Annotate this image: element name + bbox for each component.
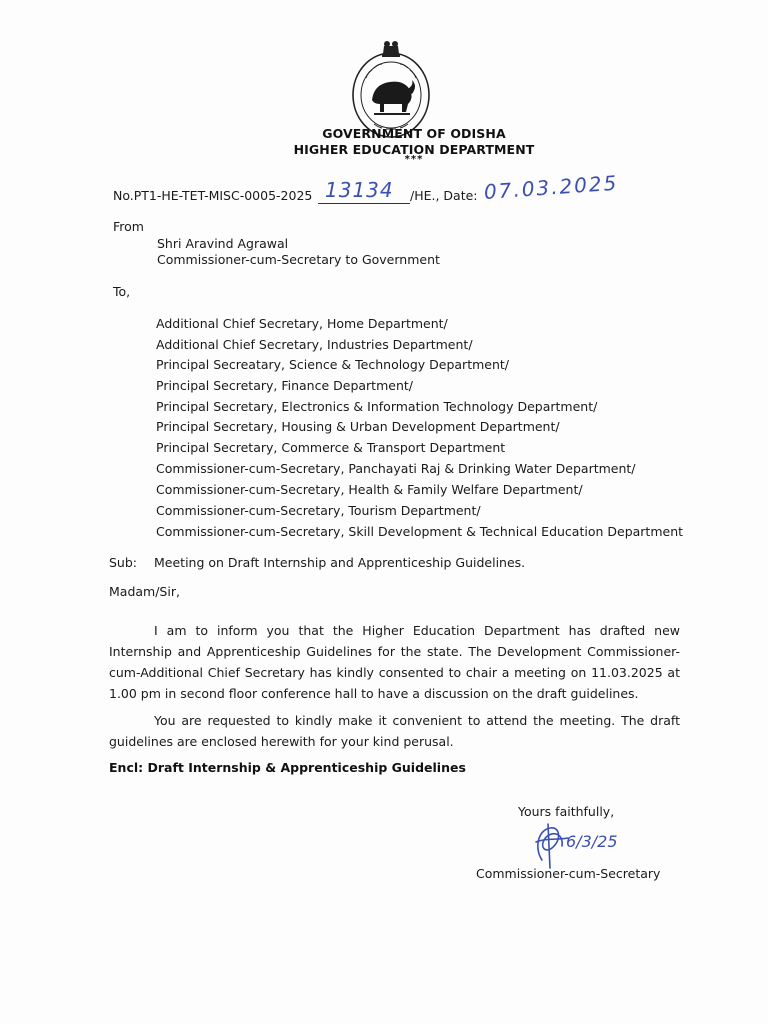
salutation: Madam/Sir, [109, 584, 180, 599]
recipient-item: Commissioner-cum-Secretary, Tourism Department/ [156, 503, 481, 518]
recipient-item: Commissioner-cum-Secretary, Panchayati Raj & Drinking Water Department/ [156, 461, 636, 476]
to-label: To, [113, 284, 131, 299]
recipient-item: Principal Secretary, Housing & Urban Development Department/ [156, 419, 560, 434]
recipient-item: Additional Chief Secretary, Industries Department/ [156, 337, 473, 352]
government-title: GOVERNMENT OF ODISHA [322, 126, 506, 141]
recipient-item: Principal Secretary, Electronics & Information Technology Department/ [156, 399, 598, 414]
recipient-item: Additional Chief Secretary, Home Department/ [156, 316, 448, 331]
reference-number-prefix: No.PT1-HE-TET-MISC-0005-2025 [113, 188, 313, 203]
reference-suffix: /HE., Date: [410, 188, 478, 203]
sender-designation: Commissioner-cum-Secretary to Government [157, 252, 440, 267]
odisha-government-emblem-icon [344, 40, 438, 140]
recipient-item: Commissioner-cum-Secretary, Skill Development & Technical Education Department [156, 524, 684, 539]
handwritten-letter-number: 13134 [325, 178, 394, 202]
department-title: HIGHER EDUCATION DEPARTMENT [293, 142, 535, 157]
recipient-item: Principal Secretary, Commerce & Transport Department [156, 440, 506, 455]
valediction: Yours faithfully, [518, 804, 615, 819]
recipient-item: Principal Secreatary, Science & Technology Department/ [156, 357, 509, 372]
signature-date: 6/3/25 [566, 832, 618, 851]
body-paragraph-2: You are requested to kindly make it convenient to attend the meeting. The draft guidelines are enclosed herewith for your kind perusal. [109, 713, 680, 749]
recipient-item: Principal Secretary, Finance Department/ [156, 378, 413, 393]
enclosure-line: Encl: Draft Internship & Apprenticeship Guidelines [109, 760, 466, 775]
subject-text: Meeting on Draft Internship and Apprenticeship Guidelines. [154, 555, 526, 570]
header-asterisks: *** [404, 154, 424, 165]
recipient-item: Commissioner-cum-Secretary, Health & Family Welfare Department/ [156, 482, 583, 497]
reference-underline [318, 203, 410, 204]
from-label: From [113, 219, 144, 234]
body-paragraph-1: I am to inform you that the Higher Education Department has drafted new Internship and Apprenticeship Guidelines for the state. The Development Commissioner-cum-Additional Chief Secretary has kindly consented to chair a meeting on 11.03.2025 at 1.00 pm in second floor conference hall to have a discussion on the draft guidelines. [109, 623, 680, 701]
signatory-designation: Commissioner-cum-Secretary [476, 866, 661, 881]
sender-name: Shri Aravind Agrawal [157, 236, 289, 251]
handwritten-date: 07.03.2025 [483, 170, 620, 204]
subject-label: Sub: [109, 555, 138, 570]
